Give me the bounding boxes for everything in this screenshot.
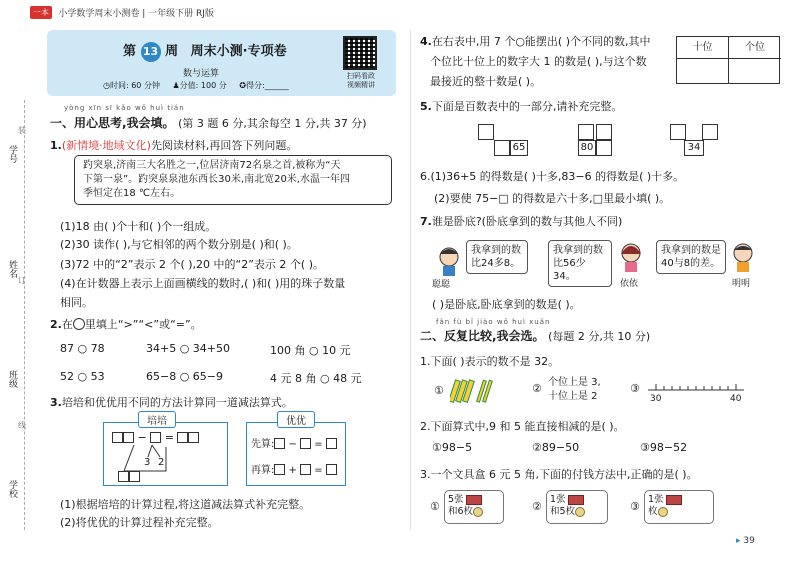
answer-box[interactable]: [274, 438, 285, 449]
then-step: 再算: + =: [251, 461, 337, 476]
column-divider: [410, 30, 411, 530]
s2: 2.下面算式中,9 和 5 能直接相减的是( )。: [420, 420, 625, 433]
binding-margin: [0, 100, 30, 530]
name-label: 姓名: [7, 260, 17, 278]
answer-box[interactable]: [274, 464, 285, 475]
q1-sub3: (3)72 中的“2”表示 2 个( ),20 中的“2”表示 2 个( )。: [60, 258, 324, 271]
q1-sub1: (1)18 由( )个十和( )个一组成。: [60, 220, 217, 233]
answer-box[interactable]: [326, 438, 337, 449]
sec1-pinyin: yòng xīn sī kǎo wǒ huì tián: [64, 104, 185, 112]
choice-option[interactable]: ①98−5: [432, 441, 473, 454]
boy-avatar-icon: [436, 246, 462, 276]
week-title: 第 13 周 周末小测·专项卷: [123, 40, 287, 62]
compare-item: 52 ○ 53: [60, 370, 105, 383]
q3-sub1: (1)根据培培的计算过程,将这道减法算式补充完整。: [60, 498, 311, 511]
cut-mark-3: 线: [18, 421, 26, 430]
clock-icon: ◷: [103, 81, 110, 90]
banner-title: 周末小测·专项卷: [190, 44, 287, 59]
q6-1: 6.(1)36+5 的得数是( )十多,83−6 的得数是( )十多。: [420, 170, 685, 183]
option-3: [630, 376, 750, 410]
axis-tick-label: 40: [730, 394, 742, 404]
table-cell: 80: [578, 140, 596, 156]
table-header: 十位: [677, 37, 729, 59]
compare-item: 34+5 ○ 34+50: [146, 342, 231, 355]
place-value-table: [676, 36, 780, 84]
title-banner: [47, 30, 396, 96]
reading-passage: [74, 155, 392, 205]
school-label: 学校: [7, 480, 17, 498]
class-label: 班级: [7, 370, 17, 388]
passage-line: 下第一泉”。趵突泉泉池东西长30米,南北宽20米,水温一年四: [83, 174, 350, 185]
banknote-icon: [568, 495, 584, 505]
hundred-chart-fragment-2: [578, 124, 628, 158]
table-cell: 34: [684, 140, 704, 156]
compare-grid: [60, 342, 400, 385]
youyou-label: 优优: [277, 411, 315, 428]
qr-caption: 扫码看政 视频精讲: [347, 72, 375, 89]
answer-box[interactable]: [129, 471, 140, 482]
s1: 1.下面( )表示的数不是 32。: [420, 355, 560, 368]
option-marker: ③: [630, 500, 640, 513]
q4: 4.在右表中,用 7 个○能摆出( )个不同的数,其中 个位比十位上的数字大 1 的数是( ),与这个数 最接近的整十数是( )。: [420, 32, 651, 92]
first-step: 先算: − =: [251, 435, 337, 450]
q3: 3.培培和优优用不同的方法计算同一道减法算式。: [50, 396, 293, 409]
q7-answer: ( )是卧底,卧底拿到的数是( )。: [432, 298, 581, 311]
number-line: [646, 380, 746, 394]
table-header: 个位: [729, 37, 781, 59]
axis-tick-label: 30: [650, 394, 662, 404]
answer-box[interactable]: [300, 438, 311, 449]
dashed-cut-line: [24, 100, 25, 530]
page-number: ▸ 39: [736, 536, 755, 546]
money-option-1: ① 5张 和6枚: [430, 490, 510, 526]
kid-name: 依依: [620, 279, 639, 289]
banner-meta: ◷时间: 60 分钟 ♟分值: 100 分 ✪得分:______: [103, 81, 289, 90]
counting-sticks-icon: [450, 376, 514, 406]
q1-sub2: (2)30 读作( ),与它相邻的两个数分别是( )和( )。: [60, 238, 298, 251]
q5: 5.下面是百数表中的一部分,请补充完整。: [420, 100, 623, 113]
banknote-icon: [666, 495, 682, 505]
passage-line: 趵突泉,济南三大名胜之一,位居济南72名泉之首,被称为“天: [83, 160, 341, 171]
speech-bubble: 我拿到的数比24多8。: [466, 240, 528, 274]
option-marker: ②: [532, 382, 542, 395]
money-option-2: ② 1张 和5枚: [532, 490, 612, 526]
boy-avatar-icon: [730, 242, 756, 272]
choice-option[interactable]: ③98−52: [640, 441, 688, 454]
coin-icon: [575, 507, 585, 517]
series-header: [30, 6, 430, 22]
q2: 2.在 里填上“>”“<”或“=”。: [50, 318, 202, 331]
banner-subtitle: 数与运算: [183, 69, 220, 79]
sec2-heading: 二、反复比较,我会选。 (每题 2 分,共 10 分): [420, 329, 651, 343]
hundred-chart-fragment-1: [478, 124, 528, 158]
cut-mark-1: 装: [18, 126, 26, 135]
q1: 1.(新情境·地域文化)先阅读材料,再回答下列问题。: [50, 139, 298, 152]
option-1: [434, 376, 514, 406]
banknote-icon: [466, 495, 482, 505]
speech-bubble: 我拿到的数比56少34。: [548, 240, 612, 287]
choice-option[interactable]: ②89−50: [532, 441, 580, 454]
answer-box[interactable]: [300, 464, 311, 475]
option-marker: ③: [630, 382, 640, 395]
answer-box[interactable]: [326, 464, 337, 475]
kid-name: 聪聪: [432, 280, 451, 290]
coin-icon: [473, 507, 483, 517]
compare-item: 100 角 ○ 10 元: [270, 344, 351, 357]
option-marker: ②: [532, 500, 542, 513]
compare-item: 87 ○ 78: [60, 342, 105, 355]
sec1-heading: 一、用心思考,我会填。 (第 3 题 6 分,其余每空 1 分,共 37 分): [50, 116, 367, 130]
table-cell: [728, 59, 729, 84]
cut-mark-2: 订: [18, 276, 26, 285]
q1-sub4: (4)在计数器上表示上面画横线的数时,( )和( )用的珠子数量: [60, 277, 346, 290]
option-2: ② 个位上是 3, 十位上是 2: [532, 377, 601, 402]
passage-line: 季恒定在18 ℃左右。: [83, 188, 181, 199]
coin-icon: [658, 507, 668, 517]
peipei-equation: − =: [112, 431, 199, 444]
youyou-card: [246, 416, 346, 486]
qr-code-icon: [343, 36, 377, 70]
money-option-3: ③ 1张 枚: [630, 490, 720, 526]
kid-name: 明明: [732, 279, 751, 289]
blank-circle-icon: [73, 318, 85, 330]
q6-2: (2)要使 75−□ 的得数是六十多,□里最小填( )。: [434, 192, 671, 205]
compare-item: 65−8 ○ 65−9: [146, 370, 224, 383]
girl-avatar-icon: [618, 242, 644, 272]
option-marker: ①: [430, 500, 440, 513]
q3-sub2: (2)将优优的计算过程补充完整。: [60, 516, 219, 529]
q4-line: 在右表中,用 7 个○能摆出( )个不同的数,其中: [431, 35, 651, 48]
q4-line: 最接近的整十数是( )。: [430, 75, 542, 88]
compare-item: 4 元 8 角 ○ 48 元: [270, 372, 362, 385]
answer-box[interactable]: [118, 471, 129, 482]
seat-label: 学号: [7, 145, 17, 163]
q4-line: 个位比十位上的数字大 1 的数是( ),与这个数: [430, 55, 647, 68]
split-value: 2: [158, 457, 165, 468]
option-marker: ①: [434, 384, 444, 397]
star-icon: ✪: [239, 81, 246, 90]
speech-bubble: 我拿到的数是40与8的差。: [656, 240, 726, 274]
hundred-chart-fragment-3: [670, 124, 720, 158]
s3: 3.一个文具盒 6 元 5 角,下面的付钱方法中,正确的是( )。: [420, 468, 698, 481]
q7: 7.谁是卧底?(卧底拿到的数与其他人不同): [420, 215, 623, 228]
peipei-label: 培培: [138, 411, 176, 428]
series-title: 小学数学周末小测卷 | 一年级下册 RJ版: [58, 9, 214, 19]
person-icon: ♟: [172, 81, 180, 90]
context-tag: (新情境·地域文化): [61, 139, 151, 152]
table-cell: 65: [510, 140, 528, 156]
week-number-badge: 13: [141, 42, 161, 62]
s2-options: [432, 441, 762, 455]
peipei-card: [103, 416, 228, 486]
q1-sub4-cont: 相同。: [60, 296, 93, 309]
sec2-pinyin: fǎn fù bǐ jiào wǒ huì xuǎn: [436, 318, 551, 326]
split-value: 3: [144, 457, 151, 468]
series-badge: 一本: [30, 6, 52, 19]
